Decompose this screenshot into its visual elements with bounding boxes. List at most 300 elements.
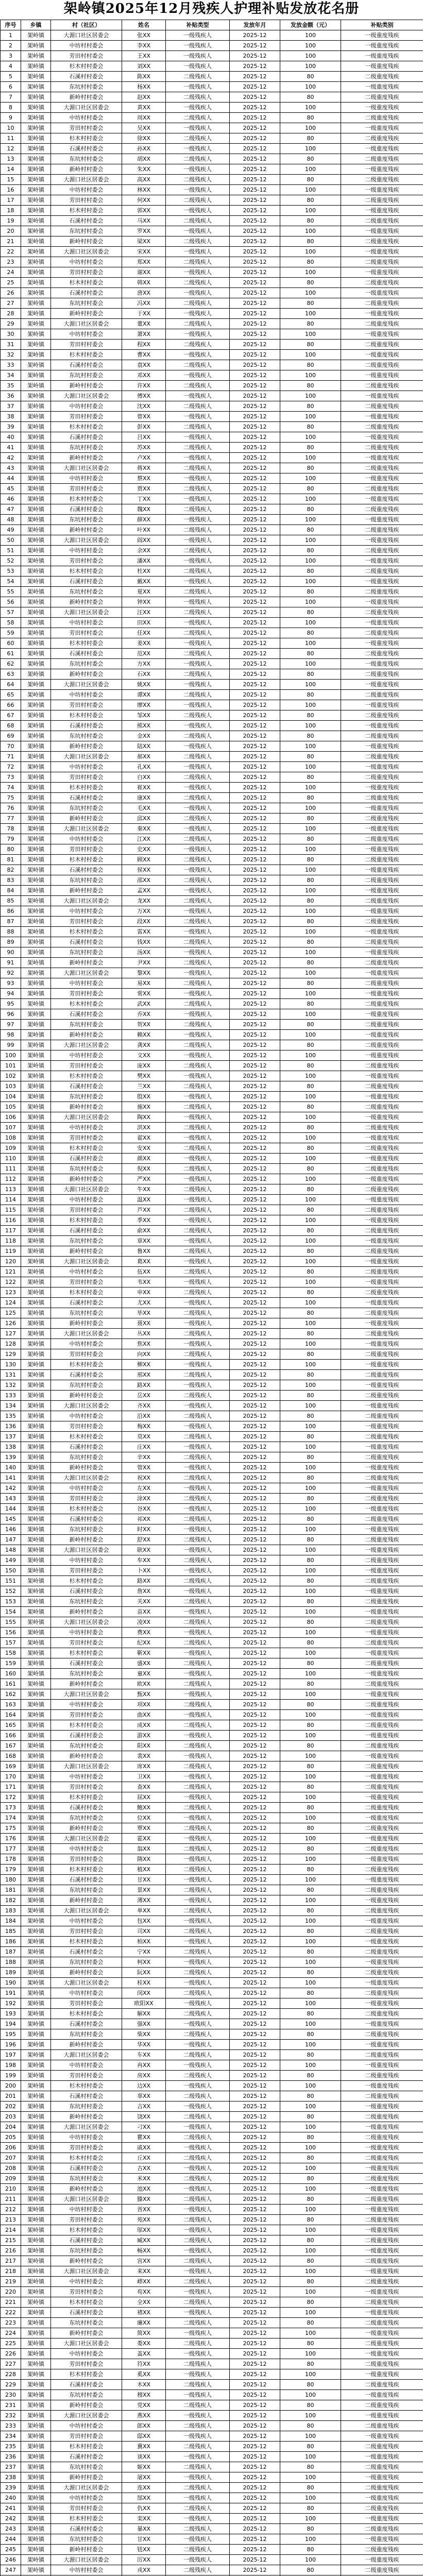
cell-subsidy-type: 二级残疾人 xyxy=(166,2338,230,2349)
cell-period: 2025-12 xyxy=(230,154,280,164)
cell-amount: 100 xyxy=(280,1648,341,1658)
cell-name: 仇XX xyxy=(122,2503,166,2514)
cell-village: 中坊村村委会 xyxy=(51,1195,122,1205)
cell-town: 架岭镇 xyxy=(21,1267,51,1277)
cell-town: 架岭镇 xyxy=(21,1586,51,1597)
cell-town: 架岭镇 xyxy=(21,1597,51,1607)
cell-amount: 100 xyxy=(280,1813,341,1823)
cell-category: 二级重度残疾 xyxy=(341,1638,423,1648)
cell-category: 一级重度残疾 xyxy=(341,82,423,92)
cell-index: 127 xyxy=(1,1329,21,1339)
cell-period: 2025-12 xyxy=(230,1205,280,1215)
cell-town: 架岭镇 xyxy=(21,1257,51,1267)
cell-period: 2025-12 xyxy=(230,752,280,762)
cell-amount: 80 xyxy=(280,1143,341,1154)
cell-subsidy-type: 二级残疾人 xyxy=(166,1597,230,1607)
cell-name: 牛XX xyxy=(122,1184,166,1195)
cell-town: 架岭镇 xyxy=(21,2050,51,2060)
cell-category: 二级重度残疾 xyxy=(341,340,423,350)
cell-amount: 100 xyxy=(280,1463,341,1473)
cell-subsidy-type: 一级残疾人 xyxy=(166,1421,230,1432)
cell-village: 杉木村村委会 xyxy=(51,2297,122,2308)
col-header-town: 乡镇 xyxy=(21,20,51,30)
cell-amount: 100 xyxy=(280,638,341,649)
cell-index: 168 xyxy=(1,1751,21,1761)
cell-subsidy-type: 一级残疾人 xyxy=(166,1916,230,1926)
cell-subsidy-type: 一级残疾人 xyxy=(166,144,230,154)
cell-subsidy-type: 一级残疾人 xyxy=(166,1318,230,1329)
table-row xyxy=(1,2545,423,2555)
table-row xyxy=(1,1123,423,1133)
cell-name: 唐XX xyxy=(122,288,166,298)
cell-name: 熊XX xyxy=(122,721,166,731)
table-row xyxy=(1,226,423,236)
cell-index: 2 xyxy=(1,41,21,51)
cell-name: 成XX xyxy=(122,1720,166,1731)
cell-amount: 100 xyxy=(280,1545,341,1555)
cell-category: 一级重度残疾 xyxy=(341,2555,423,2565)
cell-category: 二级重度残疾 xyxy=(341,855,423,865)
cell-village: 芳田村村委会 xyxy=(51,628,122,638)
cell-amount: 100 xyxy=(280,1566,341,1576)
cell-category: 二级重度残疾 xyxy=(341,2071,423,2081)
cell-village: 杉木村村委会 xyxy=(51,1865,122,1875)
cell-index: 83 xyxy=(1,875,21,886)
cell-village: 杉木村村委会 xyxy=(51,2442,122,2452)
table-row xyxy=(1,1586,423,1597)
cell-index: 237 xyxy=(1,2462,21,2472)
cell-village: 杉木村村委会 xyxy=(51,566,122,577)
cell-amount: 80 xyxy=(280,443,341,453)
cell-village: 杉木村村委会 xyxy=(51,638,122,649)
cell-category: 一级重度残疾 xyxy=(341,41,423,51)
cell-index: 59 xyxy=(1,628,21,638)
cell-name: 涂XX xyxy=(122,1494,166,1504)
cell-town: 架岭镇 xyxy=(21,2565,51,2575)
cell-village: 石溪村村委会 xyxy=(51,1009,122,1020)
cell-village: 大源口社区居委会 xyxy=(51,1401,122,1411)
cell-index: 165 xyxy=(1,1720,21,1731)
cell-town: 架岭镇 xyxy=(21,1092,51,1102)
cell-village: 芳田村村委会 xyxy=(51,51,122,61)
cell-subsidy-type: 一级残疾人 xyxy=(166,164,230,175)
cell-amount: 80 xyxy=(280,2029,341,2040)
cell-town: 架岭镇 xyxy=(21,226,51,236)
cell-index: 169 xyxy=(1,1761,21,1772)
table-row xyxy=(1,1689,423,1700)
cell-amount: 100 xyxy=(280,515,341,525)
cell-category: 一级重度残疾 xyxy=(341,30,423,41)
table-row xyxy=(1,2060,423,2071)
cell-name: 邢XX xyxy=(122,1370,166,1380)
cell-town: 架岭镇 xyxy=(21,834,51,844)
cell-index: 221 xyxy=(1,2297,21,2308)
cell-subsidy-type: 一级残疾人 xyxy=(166,123,230,133)
cell-town: 架岭镇 xyxy=(21,309,51,319)
cell-subsidy-type: 二级残疾人 xyxy=(166,443,230,453)
cell-category: 二级重度残疾 xyxy=(341,92,423,103)
table-row xyxy=(1,2163,423,2174)
cell-name: 邱XX xyxy=(122,814,166,824)
cell-index: 11 xyxy=(1,133,21,144)
cell-name: 聂XX xyxy=(122,1318,166,1329)
cell-index: 194 xyxy=(1,2019,21,2029)
table-row xyxy=(1,2143,423,2153)
cell-period: 2025-12 xyxy=(230,1215,280,1226)
cell-category: 一级重度残疾 xyxy=(341,123,423,133)
cell-period: 2025-12 xyxy=(230,278,280,288)
cell-subsidy-type: 二级残疾人 xyxy=(166,463,230,473)
table-row xyxy=(1,628,423,638)
table-row xyxy=(1,1524,423,1535)
cell-subsidy-type: 二级残疾人 xyxy=(166,1638,230,1648)
cell-village: 芳田村村委会 xyxy=(51,1277,122,1287)
cell-village: 芳田村村委会 xyxy=(51,1710,122,1720)
cell-subsidy-type: 二级残疾人 xyxy=(166,216,230,226)
cell-village: 新岭村村委会 xyxy=(51,92,122,103)
cell-category: 一级重度残疾 xyxy=(341,370,423,381)
cell-town: 架岭镇 xyxy=(21,2308,51,2318)
col-header-category: 补贴类别 xyxy=(341,20,423,30)
cell-subsidy-type: 一级残疾人 xyxy=(166,824,230,834)
cell-category: 一级重度残疾 xyxy=(341,1442,423,1452)
cell-index: 245 xyxy=(1,2545,21,2555)
cell-period: 2025-12 xyxy=(230,783,280,793)
cell-amount: 100 xyxy=(280,2102,341,2112)
cell-village: 中坊村村委会 xyxy=(51,1123,122,1133)
cell-category: 一级重度残疾 xyxy=(341,247,423,257)
cell-name: 韦XX xyxy=(122,1277,166,1287)
cell-village: 石溪村村委会 xyxy=(51,2235,122,2246)
cell-category: 二级重度残疾 xyxy=(341,2380,423,2390)
cell-town: 架岭镇 xyxy=(21,1514,51,1524)
cell-index: 101 xyxy=(1,1061,21,1071)
cell-town: 架岭镇 xyxy=(21,1020,51,1030)
cell-subsidy-type: 二级残疾人 xyxy=(166,2091,230,2102)
cell-amount: 100 xyxy=(280,1978,341,1988)
cell-category: 一级重度残疾 xyxy=(341,1277,423,1287)
table-row xyxy=(1,391,423,401)
table-row xyxy=(1,2328,423,2338)
cell-period: 2025-12 xyxy=(230,1906,280,1916)
cell-village: 大源口社区居委会 xyxy=(51,1184,122,1195)
cell-period: 2025-12 xyxy=(230,793,280,803)
cell-name: 芦XX xyxy=(122,1205,166,1215)
cell-town: 架岭镇 xyxy=(21,2503,51,2514)
cell-name: 余XX xyxy=(122,546,166,556)
cell-amount: 80 xyxy=(280,2421,341,2431)
table-row xyxy=(1,2565,423,2575)
cell-village: 大源口社区居委会 xyxy=(51,103,122,113)
cell-period: 2025-12 xyxy=(230,638,280,649)
cell-town: 架岭镇 xyxy=(21,504,51,515)
cell-town: 架岭镇 xyxy=(21,92,51,103)
cell-index: 140 xyxy=(1,1463,21,1473)
cell-town: 架岭镇 xyxy=(21,1720,51,1731)
table-row xyxy=(1,515,423,525)
cell-name: 许XX xyxy=(122,381,166,391)
cell-name: 纪XX xyxy=(122,1638,166,1648)
cell-amount: 100 xyxy=(280,1834,341,1844)
table-row xyxy=(1,422,423,432)
cell-index: 173 xyxy=(1,1803,21,1813)
cell-town: 架岭镇 xyxy=(21,2524,51,2534)
cell-town: 架岭镇 xyxy=(21,669,51,680)
cell-subsidy-type: 二级残疾人 xyxy=(166,628,230,638)
cell-period: 2025-12 xyxy=(230,1586,280,1597)
cell-village: 中坊村村委会 xyxy=(51,1988,122,1998)
cell-subsidy-type: 一级残疾人 xyxy=(166,1792,230,1803)
table-row xyxy=(1,2091,423,2102)
cell-subsidy-type: 二级残疾人 xyxy=(166,1741,230,1751)
cell-amount: 80 xyxy=(280,1411,341,1421)
cell-index: 104 xyxy=(1,1092,21,1102)
cell-amount: 80 xyxy=(280,1123,341,1133)
cell-name: 郑XX xyxy=(122,257,166,267)
cell-name: 莫XX xyxy=(122,1432,166,1442)
cell-name: 苟XX xyxy=(122,2287,166,2297)
cell-subsidy-type: 一级残疾人 xyxy=(166,2287,230,2297)
cell-period: 2025-12 xyxy=(230,989,280,999)
cell-town: 架岭镇 xyxy=(21,1926,51,1937)
cell-name: 庄XX xyxy=(122,1442,166,1452)
cell-amount: 80 xyxy=(280,2462,341,2472)
cell-name: 解XX xyxy=(122,2009,166,2019)
cell-category: 二级重度残疾 xyxy=(341,2359,423,2369)
table-row xyxy=(1,247,423,257)
cell-period: 2025-12 xyxy=(230,1164,280,1174)
cell-subsidy-type: 一级残疾人 xyxy=(166,185,230,195)
cell-category: 一级重度残疾 xyxy=(341,1895,423,1906)
cell-index: 161 xyxy=(1,1679,21,1689)
cell-subsidy-type: 一级残疾人 xyxy=(166,2040,230,2050)
cell-index: 222 xyxy=(1,2308,21,2318)
cell-village: 东坑村村委会 xyxy=(51,2462,122,2472)
cell-category: 一级重度残疾 xyxy=(341,2431,423,2442)
cell-village: 中坊村村委会 xyxy=(51,1916,122,1926)
cell-village: 东坑村村委会 xyxy=(51,2029,122,2040)
cell-subsidy-type: 二级残疾人 xyxy=(166,1720,230,1731)
cell-amount: 80 xyxy=(280,92,341,103)
cell-name: 裴XX xyxy=(122,1751,166,1761)
cell-town: 架岭镇 xyxy=(21,2174,51,2184)
cell-town: 架岭镇 xyxy=(21,1978,51,1988)
col-header-amount: 发放金额（元） xyxy=(280,20,341,30)
cell-town: 架岭镇 xyxy=(21,2277,51,2287)
cell-category: 二级重度残疾 xyxy=(341,1040,423,1050)
cell-amount: 100 xyxy=(280,1895,341,1906)
cell-village: 东坑村村委会 xyxy=(51,2174,122,2184)
cell-index: 149 xyxy=(1,1555,21,1566)
cell-period: 2025-12 xyxy=(230,2411,280,2421)
cell-subsidy-type: 二级残疾人 xyxy=(166,1287,230,1298)
cell-town: 架岭镇 xyxy=(21,1411,51,1421)
cell-category: 一级重度残疾 xyxy=(341,2019,423,2029)
cell-subsidy-type: 二级残疾人 xyxy=(166,525,230,535)
cell-category: 一级重度残疾 xyxy=(341,2493,423,2503)
cell-subsidy-type: 一级残疾人 xyxy=(166,1463,230,1473)
cell-village: 中坊村村委会 xyxy=(51,1844,122,1854)
cell-category: 二级重度残疾 xyxy=(341,1988,423,1998)
cell-name: 金XX xyxy=(122,731,166,741)
cell-index: 205 xyxy=(1,2132,21,2143)
cell-amount: 80 xyxy=(280,504,341,515)
cell-village: 杉木村村委会 xyxy=(51,1287,122,1298)
cell-subsidy-type: 一级残疾人 xyxy=(166,1092,230,1102)
cell-category: 一级重度残疾 xyxy=(341,638,423,649)
table-row xyxy=(1,2081,423,2091)
cell-index: 143 xyxy=(1,1494,21,1504)
cell-amount: 80 xyxy=(280,1988,341,1998)
cell-town: 架岭镇 xyxy=(21,1040,51,1050)
cell-index: 199 xyxy=(1,2071,21,2081)
cell-amount: 80 xyxy=(280,381,341,391)
cell-village: 东坑村村委会 xyxy=(51,1813,122,1823)
cell-name: 景XX xyxy=(122,1885,166,1895)
cell-amount: 100 xyxy=(280,2246,341,2256)
cell-category: 二级重度残疾 xyxy=(341,875,423,886)
cell-period: 2025-12 xyxy=(230,2029,280,2040)
table-row xyxy=(1,51,423,61)
cell-town: 架岭镇 xyxy=(21,267,51,278)
cell-name: 米XX xyxy=(122,2174,166,2184)
cell-index: 103 xyxy=(1,1081,21,1092)
cell-village: 新岭村村委会 xyxy=(51,2472,122,2483)
cell-amount: 80 xyxy=(280,1452,341,1463)
cell-amount: 100 xyxy=(280,247,341,257)
cell-index: 185 xyxy=(1,1926,21,1937)
table-row xyxy=(1,432,423,443)
cell-town: 架岭镇 xyxy=(21,1741,51,1751)
cell-category: 一级重度残疾 xyxy=(341,1050,423,1061)
cell-index: 231 xyxy=(1,2400,21,2411)
cell-subsidy-type: 一级残疾人 xyxy=(166,844,230,855)
cell-index: 105 xyxy=(1,1102,21,1112)
cell-category: 一级重度残疾 xyxy=(341,1813,423,1823)
cell-town: 架岭镇 xyxy=(21,2194,51,2205)
cell-amount: 100 xyxy=(280,2081,341,2091)
cell-category: 一级重度残疾 xyxy=(341,329,423,340)
table-row xyxy=(1,2524,423,2534)
cell-village: 石溪村村委会 xyxy=(51,1154,122,1164)
cell-index: 212 xyxy=(1,2205,21,2215)
cell-subsidy-type: 一级残疾人 xyxy=(166,1751,230,1761)
cell-town: 架岭镇 xyxy=(21,937,51,947)
cell-subsidy-type: 一级残疾人 xyxy=(166,61,230,72)
cell-town: 架岭镇 xyxy=(21,1123,51,1133)
table-row xyxy=(1,1432,423,1442)
cell-amount: 100 xyxy=(280,1339,341,1349)
cell-town: 架岭镇 xyxy=(21,206,51,216)
cell-period: 2025-12 xyxy=(230,494,280,504)
cell-period: 2025-12 xyxy=(230,2400,280,2411)
cell-amount: 80 xyxy=(280,793,341,803)
cell-index: 107 xyxy=(1,1123,21,1133)
cell-village: 大源口社区居委会 xyxy=(51,1112,122,1123)
table-row xyxy=(1,1968,423,1978)
cell-town: 架岭镇 xyxy=(21,185,51,195)
cell-subsidy-type: 二级残疾人 xyxy=(166,669,230,680)
cell-category: 一级重度残疾 xyxy=(341,1318,423,1329)
cell-category: 一级重度残疾 xyxy=(341,1566,423,1576)
table-row xyxy=(1,824,423,834)
cell-name: 欧XX xyxy=(122,1679,166,1689)
cell-index: 33 xyxy=(1,360,21,370)
cell-subsidy-type: 一级残疾人 xyxy=(166,1401,230,1411)
cell-amount: 80 xyxy=(280,999,341,1009)
table-row xyxy=(1,2235,423,2246)
cell-category: 一级重度残疾 xyxy=(341,659,423,669)
cell-town: 架岭镇 xyxy=(21,700,51,710)
cell-period: 2025-12 xyxy=(230,432,280,443)
cell-category: 二级重度残疾 xyxy=(341,1865,423,1875)
cell-town: 架岭镇 xyxy=(21,473,51,484)
cell-village: 新岭村村委会 xyxy=(51,164,122,175)
cell-village: 中坊村村委会 xyxy=(51,2132,122,2143)
cell-village: 芳田村村委会 xyxy=(51,1854,122,1865)
cell-period: 2025-12 xyxy=(230,2163,280,2174)
cell-period: 2025-12 xyxy=(230,2452,280,2462)
cell-name: 吉XX xyxy=(122,2102,166,2112)
cell-period: 2025-12 xyxy=(230,597,280,607)
cell-town: 架岭镇 xyxy=(21,298,51,309)
cell-name: 沿XX xyxy=(122,1411,166,1421)
cell-name: 司XX xyxy=(122,1926,166,1937)
cell-village: 新岭村村委会 xyxy=(51,1968,122,1978)
cell-amount: 100 xyxy=(280,1257,341,1267)
cell-name: 席XX xyxy=(122,1761,166,1772)
cell-town: 架岭镇 xyxy=(21,607,51,618)
cell-town: 架岭镇 xyxy=(21,1401,51,1411)
cell-index: 62 xyxy=(1,659,21,669)
cell-amount: 100 xyxy=(280,267,341,278)
cell-subsidy-type: 二级残疾人 xyxy=(166,1576,230,1586)
cell-index: 13 xyxy=(1,154,21,164)
cell-amount: 80 xyxy=(280,319,341,329)
cell-name: 钟XX xyxy=(122,597,166,607)
cell-amount: 100 xyxy=(280,494,341,504)
cell-index: 51 xyxy=(1,546,21,556)
cell-category: 二级重度残疾 xyxy=(341,1473,423,1483)
cell-town: 架岭镇 xyxy=(21,1184,51,1195)
table-row xyxy=(1,1617,423,1628)
cell-town: 架岭镇 xyxy=(21,2380,51,2390)
cell-period: 2025-12 xyxy=(230,2184,280,2194)
cell-index: 37 xyxy=(1,401,21,412)
cell-town: 架岭镇 xyxy=(21,453,51,463)
cell-town: 架岭镇 xyxy=(21,2297,51,2308)
table-row xyxy=(1,30,423,41)
cell-index: 147 xyxy=(1,1535,21,1545)
cell-name: 康XX xyxy=(122,793,166,803)
cell-subsidy-type: 一级残疾人 xyxy=(166,412,230,422)
cell-subsidy-type: 一级残疾人 xyxy=(166,1050,230,1061)
cell-town: 架岭镇 xyxy=(21,2338,51,2349)
cell-name: 沈XX xyxy=(122,401,166,412)
cell-name: 蒋XX xyxy=(122,463,166,473)
table-row xyxy=(1,1380,423,1391)
cell-name: 褚XX xyxy=(122,2308,166,2318)
cell-amount: 80 xyxy=(280,2174,341,2184)
cell-index: 155 xyxy=(1,1617,21,1628)
cell-name: 吴XX xyxy=(122,123,166,133)
cell-name: 左XX xyxy=(122,1483,166,1494)
cell-amount: 100 xyxy=(280,1483,341,1494)
table-row xyxy=(1,443,423,453)
table-row xyxy=(1,1360,423,1370)
cell-subsidy-type: 二级残疾人 xyxy=(166,113,230,123)
cell-town: 架岭镇 xyxy=(21,659,51,669)
